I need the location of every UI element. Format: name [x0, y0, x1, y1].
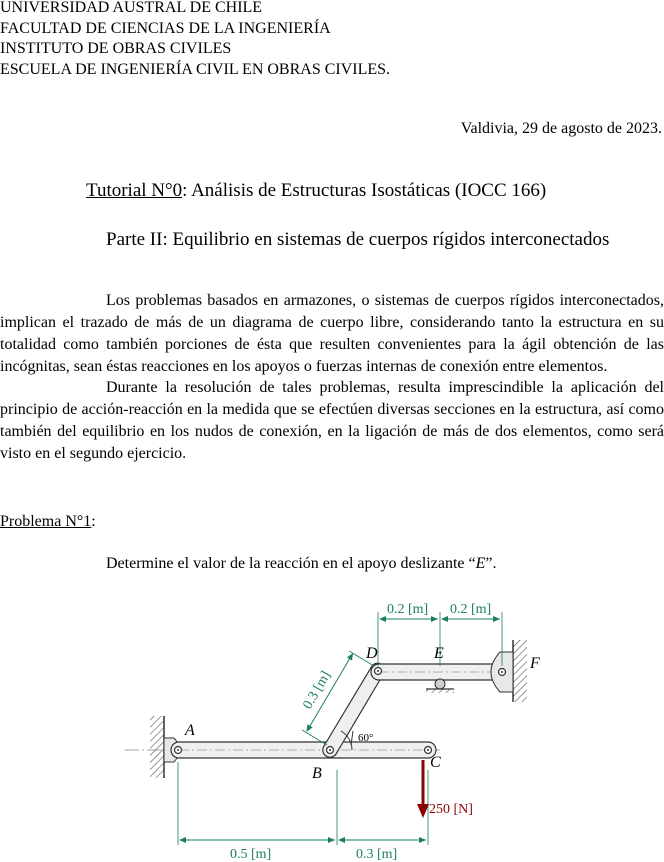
- roller-support-e: [426, 679, 454, 693]
- header-line-3: INSTITUTO DE OBRAS CIVILES: [0, 40, 232, 58]
- dim-diagonal: 0.3 [m]: [300, 668, 335, 712]
- problem-colon: :: [91, 513, 96, 530]
- document-date: Valdivia, 29 de agosto de 2023.: [460, 120, 662, 137]
- dim-bottom-right: 0.3 [m]: [356, 847, 398, 862]
- tutorial-number: Tutorial N°0: [86, 180, 183, 201]
- task-text-end: ”.: [485, 555, 497, 572]
- pin-b: [327, 747, 334, 754]
- label-e: E: [434, 645, 444, 662]
- title-rest: : Análisis de Estructuras Isostáticas (IOCC 166): [182, 180, 547, 201]
- dim-top-left: 0.2 [m]: [387, 602, 429, 617]
- intro-paragraph-1: Los problemas basados en armazones, o sistemas de cuerpos rígidos interconectados, implican el trazado de más de un diagrama de cuerpo libre, considerando tanto la estructura en su totalidad como también porciones de ésta que resulten convenientes para la ágil obtención de las incógnitas, sean éstas reacciones en los apoyos o fuerzas internas de conexión entre elementos.: [0, 292, 664, 375]
- label-d: D: [366, 645, 378, 662]
- document-subtitle: Parte II: Equilibrio en sistemas de cuerpos rígidos interconectados: [106, 229, 610, 250]
- pin-c: [425, 747, 432, 754]
- label-b: B: [312, 765, 322, 782]
- label-f: F: [530, 655, 540, 672]
- load-label: 250 [N]: [429, 802, 473, 817]
- angle-label: 60°: [358, 732, 374, 744]
- label-a: A: [185, 722, 195, 739]
- dimension-bottom: [178, 762, 428, 845]
- label-c: C: [430, 754, 441, 771]
- member-abc: [171, 742, 436, 758]
- intro-paragraph-2: Durante la resolución de tales problemas, resulta imprescindible la aplicación del principio de acción-reacción en la medida que se efectúen diversas secciones en la estructura, así como también del equilibrio en los nudos de conexión, en la ligación de más de dos elementos, como será visto en el segundo ejercicio.: [0, 379, 664, 462]
- header-line-2: FACULTAD DE CIENCIAS DE LA INGENIERÍA: [0, 19, 331, 37]
- pin-d: [375, 668, 382, 675]
- dim-bottom-left: 0.5 [m]: [230, 847, 272, 862]
- problem-label: Problema N°1: [0, 513, 92, 530]
- pin-a: [175, 747, 182, 754]
- task-text: Determine el valor de la reacción en el apoyo deslizante “: [106, 555, 476, 572]
- load-arrow: [417, 760, 429, 818]
- pin-support-f: [491, 640, 527, 702]
- task-support-letter: E: [475, 555, 486, 572]
- dim-top-right: 0.2 [m]: [450, 602, 492, 617]
- header-line-4: ESCUELA DE INGENIERÍA CIVIL EN OBRAS CIVILES.: [0, 60, 391, 78]
- header-line-1: UNIVERSIDAD AUSTRAL DE CHILE: [0, 0, 263, 16]
- pin-f: [499, 669, 506, 676]
- member-def: [371, 664, 500, 680]
